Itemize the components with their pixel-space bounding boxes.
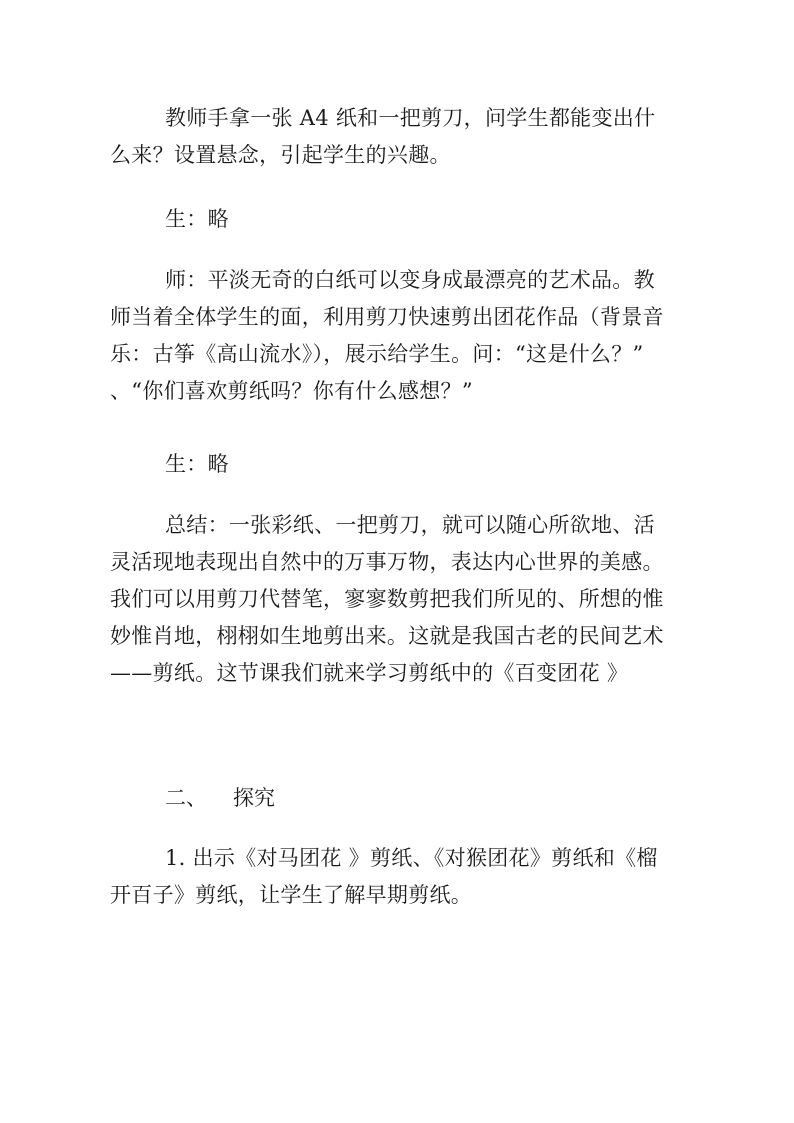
section-heading-number: 二、: [165, 786, 207, 810]
paragraph-student-reply-1: 生：略: [165, 207, 229, 231]
paragraph-summary: 总结：一张彩纸、一把剪刀，就可以随心所欲地、活灵活现地表现出自然中的万事万物，表达内心世界的美感。我们可以用剪刀代替笔，寥寥数剪把我们所见的、所想的惟妙惟肖地，栩栩如生地剪出来。这就是我国古老的民间艺术——剪纸。这节课我们就来学习剪纸中的《百变团花 》: [110, 513, 664, 685]
paragraph-intro: 教师手拿一张 A4 纸和一把剪刀，问学生都能变出什么来？设置悬念，引起学生的兴趣。: [110, 106, 656, 167]
paragraph-teacher-demo: 师：平淡无奇的白纸可以变身成最漂亮的艺术品。教师当着全体学生的面，利用剪刀快速剪出团花作品（背景音乐：古筝《高山流水》），展示给学生。问：“这是什么？” 、“你们喜欢剪纸吗？你有什么感想？”: [110, 268, 664, 403]
section-heading-title: 探究: [233, 786, 275, 810]
paragraph-student-reply-2: 生：略: [165, 452, 229, 476]
paragraph-explore-1: 1. 出示《对马团花 》剪纸、《对猴团花》剪纸和《榴开百子》剪纸，让学生了解早期剪纸。: [110, 846, 658, 907]
section-heading: [165, 780, 275, 817]
